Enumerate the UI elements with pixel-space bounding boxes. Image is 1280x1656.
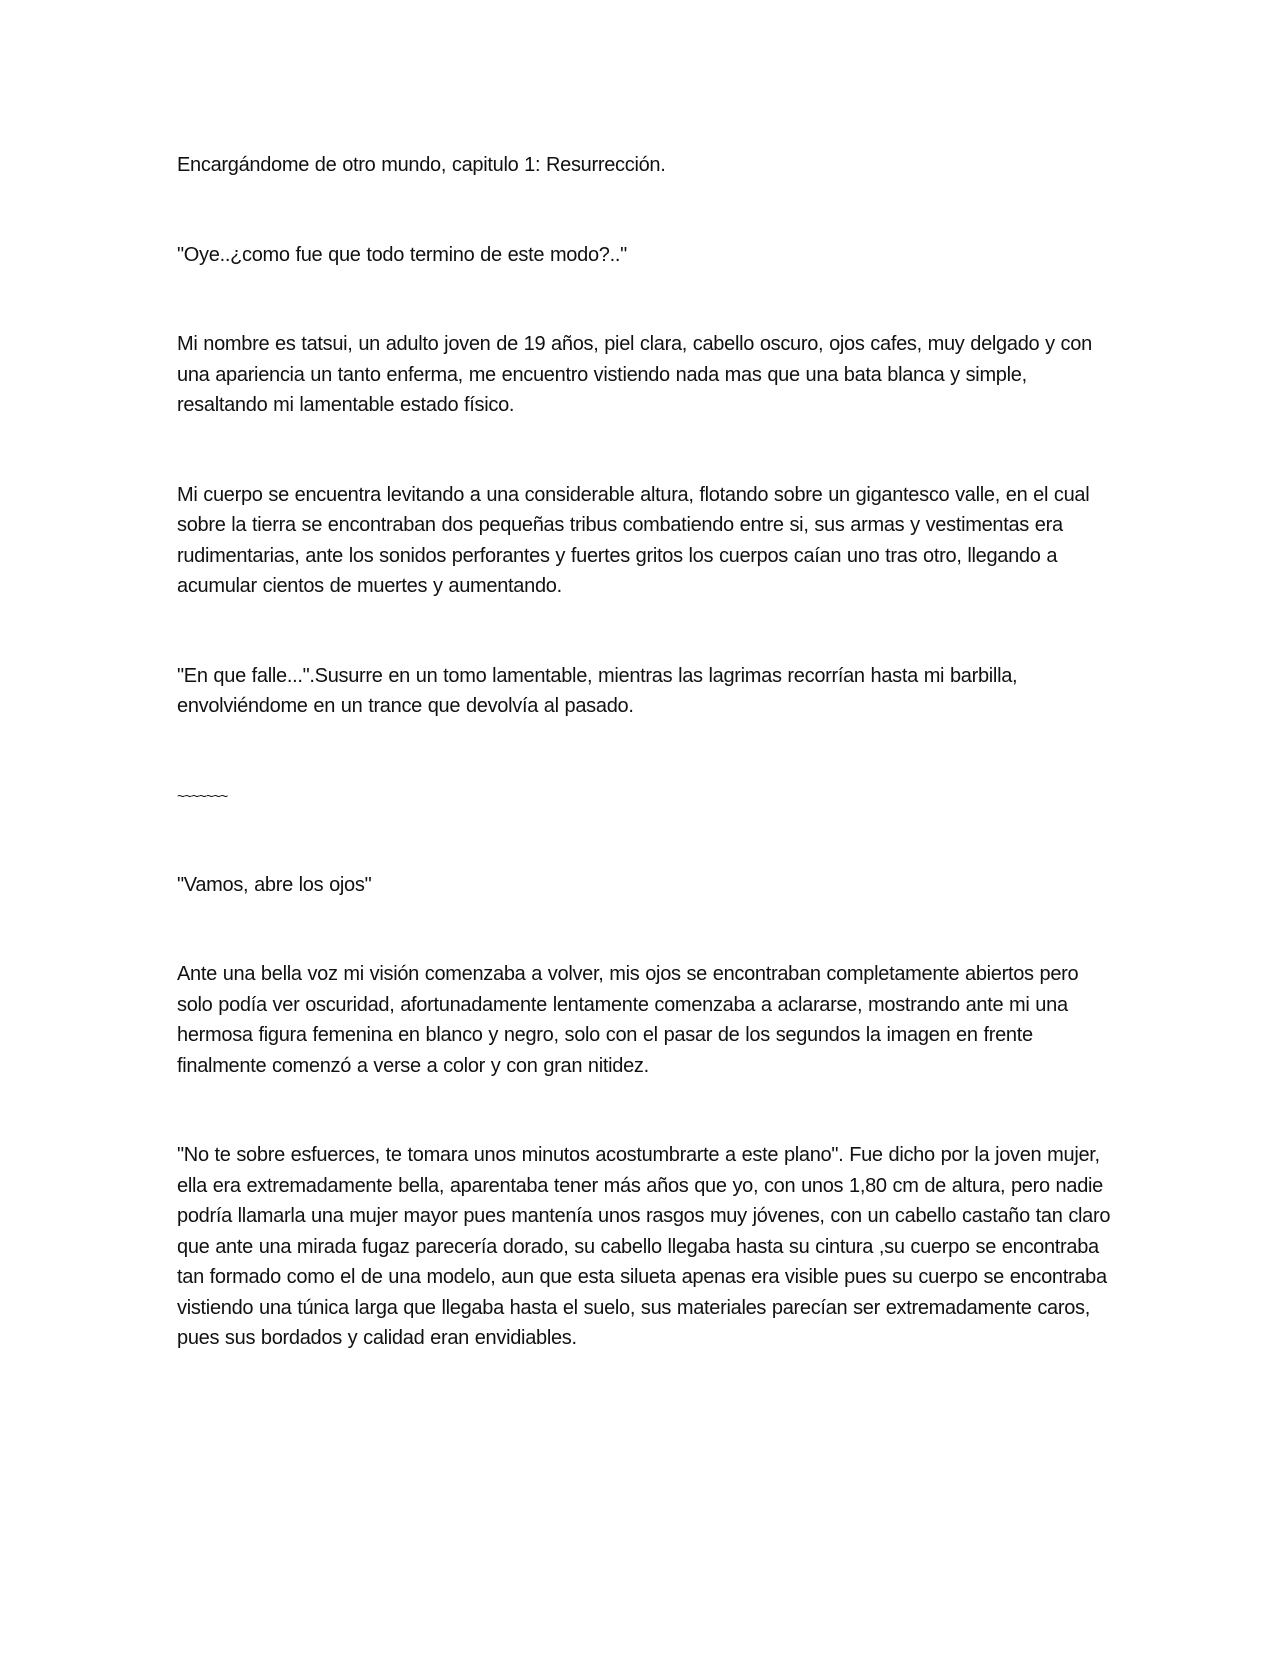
document-body bbox=[177, 150, 1117, 1354]
dialogue-paragraph: "Vamos, abre los ojos" bbox=[177, 873, 372, 896]
narrative-paragraph: Mi cuerpo se encuentra levitando a una considerable altura, flotando sobre un gigantesco valle, en el cual sobre la tierra se encontraban dos pequeñas tribus combatiendo entre si, sus armas y vestimentas era rudimentarias, ante los sonidos perforantes y fuertes gritos los cuerpos caían uno tras otro, llegando a acumular cientos de muertes y aumentando. bbox=[177, 483, 1090, 597]
dialogue-paragraph: "En que falle...".Susurre en un tomo lamentable, mientras las lagrimas recorrían hasta mi barbilla, envolviéndome en un trance que devolvía al pasado. bbox=[177, 664, 1018, 717]
dialogue-paragraph: "Oye..¿como fue que todo termino de este modo?.." bbox=[177, 243, 627, 266]
narrative-paragraph: Mi nombre es tatsui, un adulto joven de 19 años, piel clara, cabello oscuro, ojos cafes, muy delgado y con una apariencia un tanto enferma, me encuentro vistiendo nada mas que una bata blanca y simple, resaltando mi lamentable estado físico. bbox=[177, 333, 1092, 416]
narrative-paragraph: Ante una bella voz mi visión comenzaba a volver, mis ojos se encontraban completamente abiertos pero solo podía ver oscuridad, afortunadamente lentamente comenzaba a aclararse, mostrando ante mi una hermosa figura femenina en blanco y negro, solo con el pasar de los segundos la imagen en frente finalmente comenzó a verse a color y con gran nitidez. bbox=[177, 963, 1079, 1077]
chapter-title: Encargándome de otro mundo, capitulo 1: Resurrección. bbox=[177, 154, 666, 176]
scene-separator: ~~~~~~~ bbox=[177, 787, 228, 804]
narrative-paragraph: "No te sobre esfuerces, te tomara unos minutos acostumbrarte a este plano". Fue dicho por la joven mujer, ella era extremadamente bella, aparentaba tener más años que yo, con unos 1,80 cm de altura, pero nadie podría llamarla una mujer mayor pues mantenía unos rasgos muy jóvenes, con un cabello castaño tan claro que ante una mirada fugaz parecería dorado, su cabello llegaba hasta su cintura ,su cuerpo se encontraba tan formado como el de una modelo, aun que esta silueta apenas era visible pues su cuerpo se encontraba vistiendo una túnica larga que llegaba hasta el suelo, sus materiales parecían ser extremadamente caros, pues sus bordados y calidad eran envidiables. bbox=[177, 1144, 1111, 1349]
